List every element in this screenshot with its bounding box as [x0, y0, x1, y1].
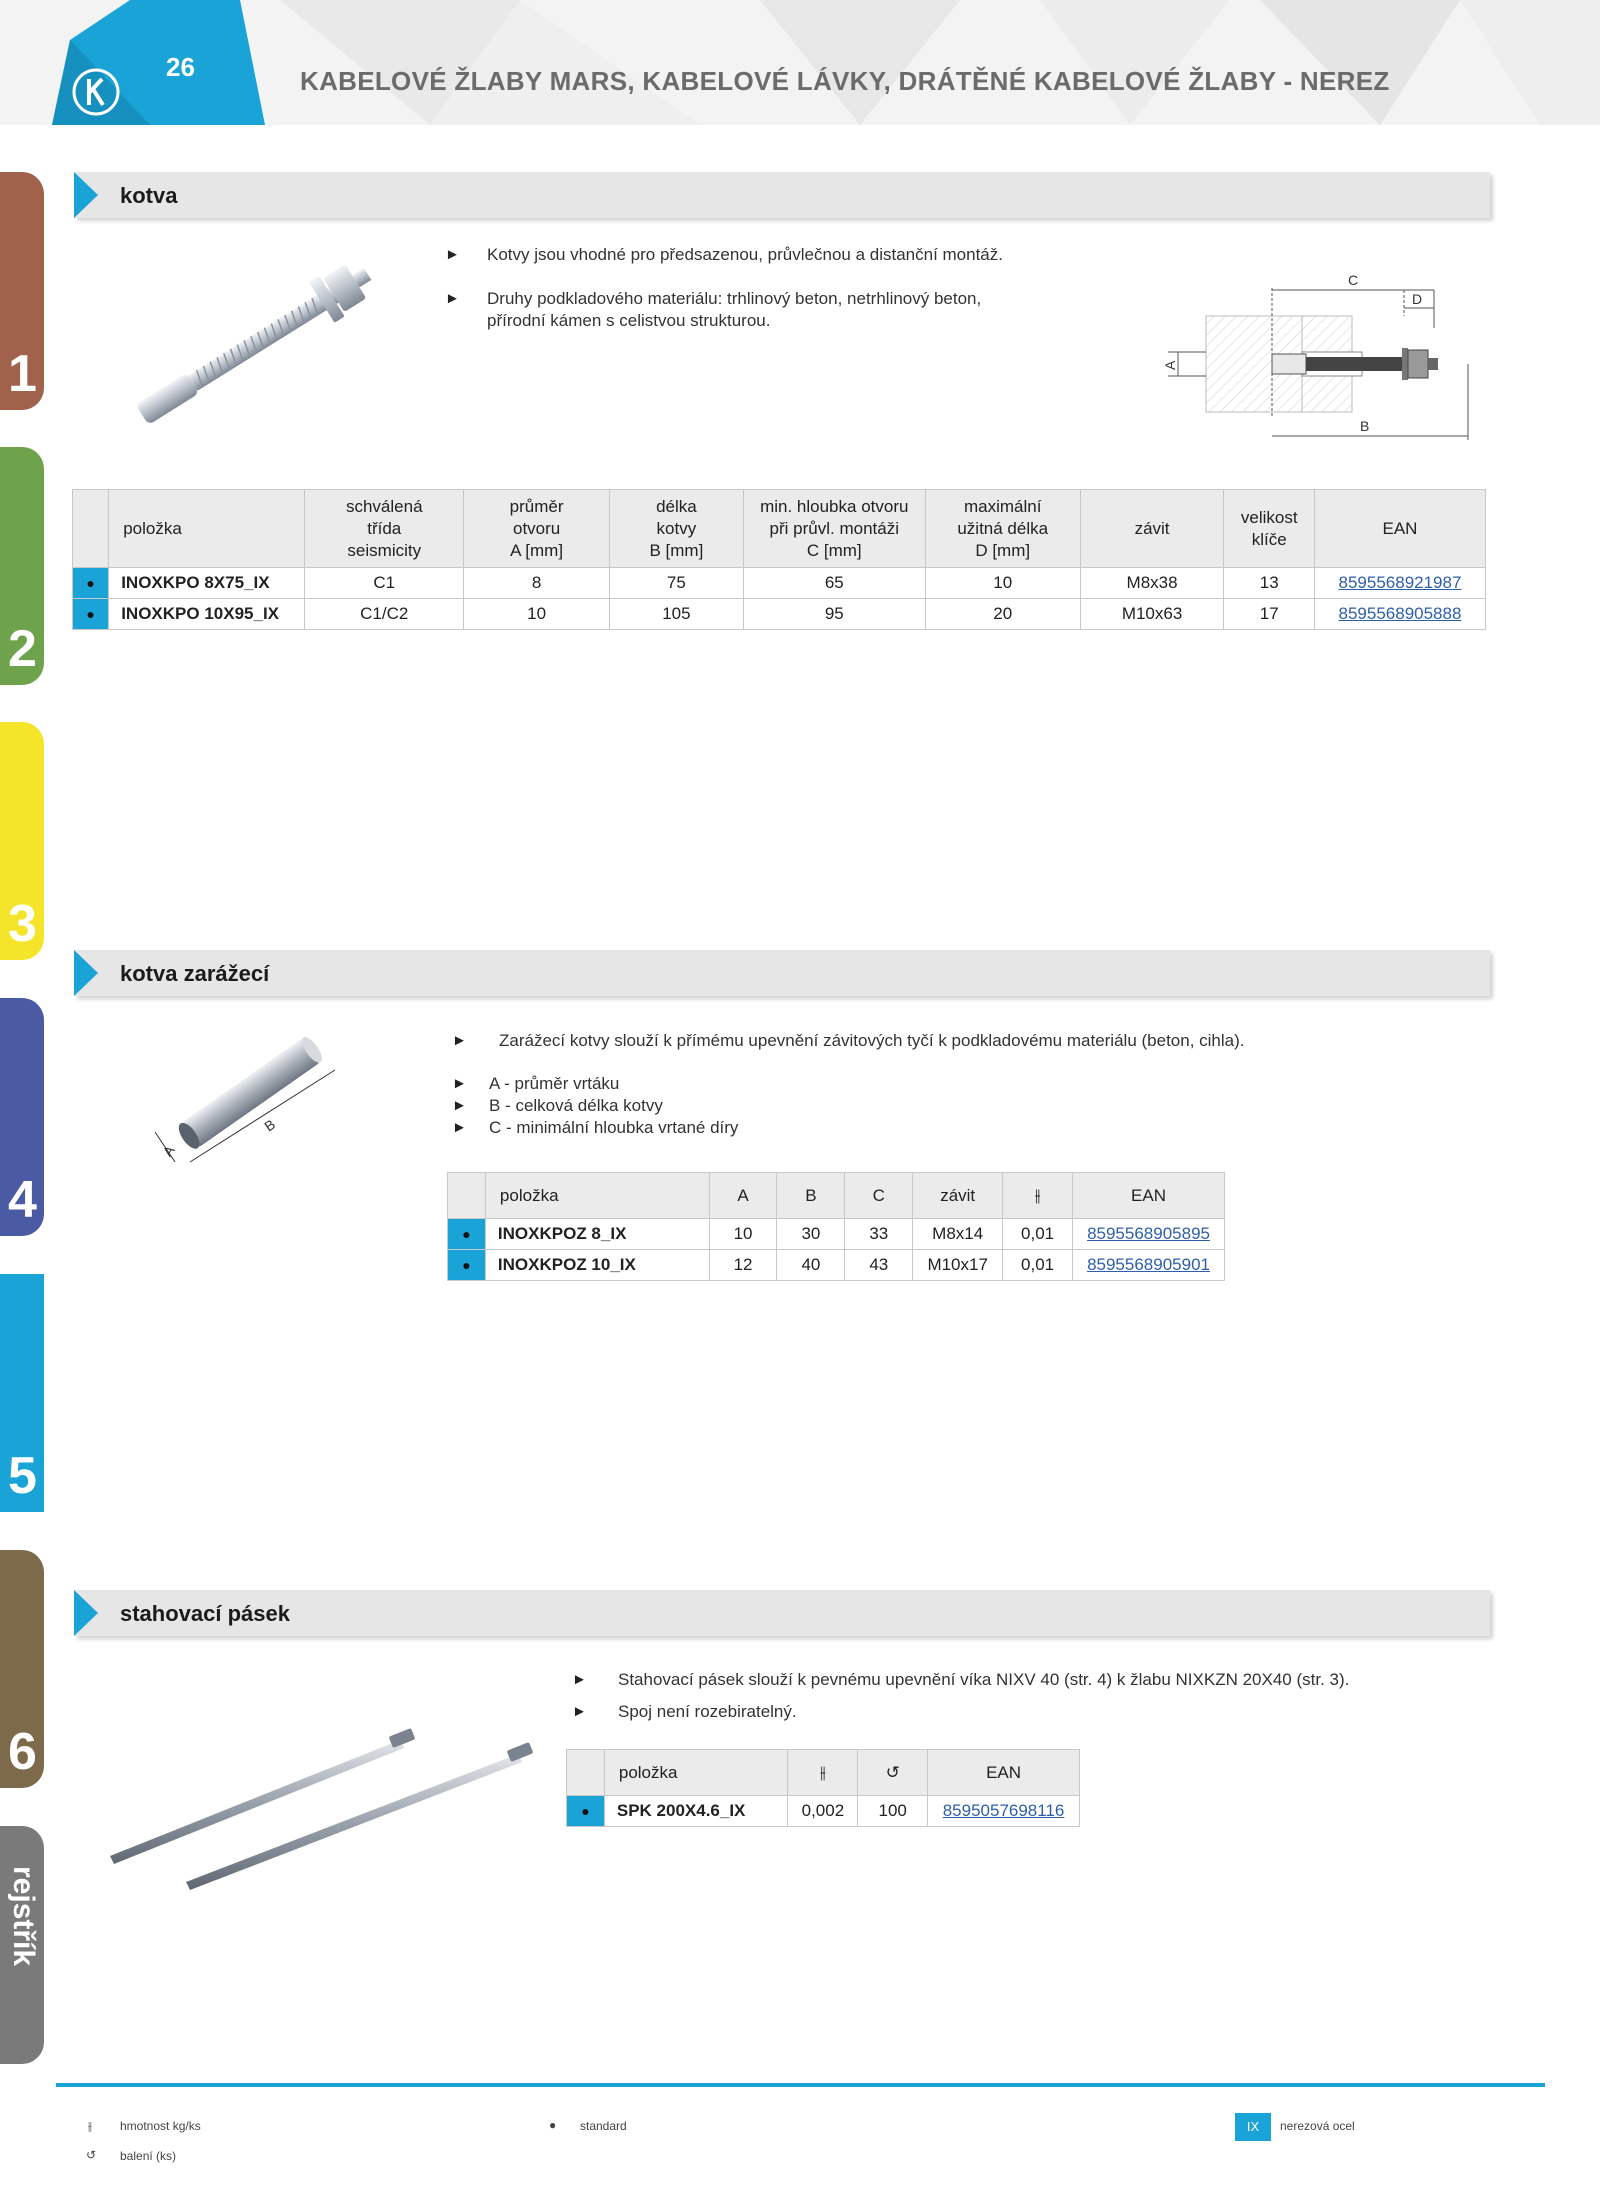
- section-title: kotva zarážecí: [120, 961, 270, 986]
- table-header-cell: min. hloubka otvoru při průvl. montáži C [mm]: [743, 490, 925, 568]
- ean-link[interactable]: 8595568921987: [1314, 568, 1485, 599]
- table-header-cell: velikost klíče: [1224, 490, 1315, 568]
- bullet-text: Zarážecí kotvy slouží k přímému upevnění závitových tyčí k podkladovému materiálu (beton, cihla).: [499, 1031, 1245, 1050]
- dimension-label-d: D: [1412, 291, 1423, 307]
- table-header-cell: schválená třída seismicity: [305, 490, 464, 568]
- table-header-cell: závit: [913, 1173, 1003, 1219]
- bullet-marker-icon: ►: [572, 1703, 587, 1720]
- table-row: [73, 599, 1486, 630]
- legend-standard-icon: ●: [549, 2118, 557, 2132]
- bullet-text: přírodní kámen s celistvou strukturou.: [487, 311, 771, 330]
- table-header-cell: položka: [109, 490, 305, 568]
- side-tab-index[interactable]: [0, 1826, 44, 2064]
- bullet-text: Stahovací pásek slouží k pevnému upevnění víka NIXV 40 (str. 4) k žlabu NIXKZN 20X40 (str. 3).: [618, 1670, 1350, 1689]
- bullet-marker-icon: ►: [445, 246, 460, 263]
- page-number: 26: [166, 52, 195, 82]
- table-cell: 8: [464, 568, 610, 599]
- image-label-a: A: [159, 1142, 178, 1160]
- pack-icon: ↺: [858, 1750, 928, 1796]
- ean-link[interactable]: 8595568905901: [1073, 1250, 1225, 1281]
- table-cell: 40: [777, 1250, 845, 1281]
- drop-in-anchor-product-table: [447, 1172, 1225, 1281]
- weight-icon: ⫲: [1003, 1173, 1073, 1219]
- bullet-marker-icon: ►: [452, 1075, 467, 1092]
- company-logo: [70, 66, 122, 118]
- table-header-cell: A: [709, 1173, 777, 1219]
- table-header-cell: [73, 490, 109, 568]
- table-header-cell: průměr otvoru A [mm]: [464, 490, 610, 568]
- header-background: [0, 0, 1600, 125]
- table-header-cell: položka: [604, 1750, 788, 1796]
- table-cell: 33: [845, 1219, 913, 1250]
- standard-dot-icon: ●: [73, 568, 109, 599]
- dimension-label-a: A: [1162, 360, 1178, 370]
- side-tab-6[interactable]: [0, 1550, 44, 1788]
- table-cell: M8x38: [1080, 568, 1224, 599]
- bullet-marker-icon: ►: [445, 290, 460, 307]
- legend-weight-label: hmotnost kg/ks: [120, 2119, 201, 2133]
- table-header-cell: EAN: [928, 1750, 1080, 1796]
- table-cell: 10: [464, 599, 610, 630]
- side-tab-label: 5: [8, 1447, 37, 1505]
- legend-ix-badge: IX: [1235, 2113, 1271, 2141]
- section-header-drop-in-anchor: [74, 950, 1490, 996]
- table-header-cell: EAN: [1314, 490, 1485, 568]
- section-title: stahovací pásek: [120, 1601, 290, 1626]
- table-header-row: [448, 1173, 1225, 1219]
- table-cell: 43: [845, 1250, 913, 1281]
- cable-tie-product-table: [566, 1749, 1080, 1827]
- side-tab-label: 2: [8, 620, 37, 678]
- table-header-cell: [448, 1173, 486, 1219]
- bullet-text: A - průměr vrtáku: [489, 1074, 620, 1093]
- drop-in-anchor-image: [145, 1022, 355, 1187]
- table-cell: M10x63: [1080, 599, 1224, 630]
- table-header-cell: maximální užitná délka D [mm]: [925, 490, 1080, 568]
- table-cell: C1/C2: [305, 599, 464, 630]
- page-title: KABELOVÉ ŽLABY MARS, KABELOVÉ LÁVKY, DRÁTĚNÉ KABELOVÉ ŽLABY - NEREZ: [300, 66, 1390, 96]
- table-cell: 75: [610, 568, 744, 599]
- side-tab-label: 4: [8, 1171, 37, 1229]
- legend-pack-label: balení (ks): [120, 2149, 177, 2163]
- legend-weight-icon: ⫲: [88, 2119, 92, 2133]
- standard-dot-icon: ●: [567, 1796, 605, 1827]
- weight-icon: ⫲: [788, 1750, 858, 1796]
- table-header-cell: položka: [485, 1173, 709, 1219]
- side-tab-label: 3: [8, 895, 37, 953]
- section-header-cable-tie: [74, 1590, 1490, 1636]
- section-arrow-icon: [74, 950, 98, 996]
- legend-ix-label: nerezová ocel: [1280, 2119, 1355, 2133]
- item-code: INOXKPOZ 10_IX: [485, 1250, 709, 1281]
- table-row: [448, 1219, 1225, 1250]
- item-code: INOXKPOZ 8_IX: [485, 1219, 709, 1250]
- table-cell: 30: [777, 1219, 845, 1250]
- table-header-cell: závit: [1080, 490, 1224, 568]
- bullet-marker-icon: ►: [452, 1119, 467, 1136]
- table-header-cell: C: [845, 1173, 913, 1219]
- bullet-marker-icon: ►: [452, 1032, 467, 1049]
- legend-standard-label: standard: [580, 2119, 627, 2133]
- standard-dot-icon: ●: [73, 599, 109, 630]
- table-row: [567, 1796, 1080, 1827]
- cable-tie-image: [100, 1720, 540, 1900]
- ean-link[interactable]: 8595568905895: [1073, 1219, 1225, 1250]
- section-header-anchor: [74, 172, 1490, 218]
- bullet-marker-icon: ►: [452, 1097, 467, 1114]
- side-tab-label: rejstřík: [7, 1866, 40, 1967]
- table-header-row: [73, 490, 1486, 568]
- table-cell: 13: [1224, 568, 1315, 599]
- standard-dot-icon: ●: [448, 1219, 486, 1250]
- table-cell: 10: [709, 1219, 777, 1250]
- anchor-dimension-diagram: [1160, 268, 1480, 448]
- side-tab-label: 6: [8, 1723, 37, 1781]
- table-cell: 65: [743, 568, 925, 599]
- table-row: [73, 568, 1486, 599]
- side-tab-label: 1: [8, 345, 37, 403]
- bullet-text: Druhy podkladového materiálu: trhlinový beton, netrhlinový beton,: [487, 289, 982, 308]
- table-cell: 0,01: [1003, 1250, 1073, 1281]
- anchor-bolt-image: [100, 238, 430, 438]
- table-header-row: [567, 1750, 1080, 1796]
- anchor-product-table: [72, 489, 1486, 630]
- bullet-marker-icon: ►: [572, 1671, 587, 1688]
- ean-link[interactable]: 8595568905888: [1314, 599, 1485, 630]
- item-code: INOXKPO 8X75_IX: [109, 568, 305, 599]
- bullet-text: Spoj není rozebiratelný.: [618, 1702, 797, 1721]
- table-row: [448, 1250, 1225, 1281]
- table-cell: C1: [305, 568, 464, 599]
- side-tab-1[interactable]: [0, 172, 44, 410]
- bullet-text: C - minimální hloubka vrtané díry: [489, 1118, 739, 1137]
- side-tab-3[interactable]: [0, 722, 44, 960]
- side-tab-2[interactable]: [0, 447, 44, 685]
- table-cell: M8x14: [913, 1219, 1003, 1250]
- table-cell: 10: [925, 568, 1080, 599]
- section-title: kotva: [120, 183, 178, 208]
- item-code: SPK 200X4.6_IX: [604, 1796, 788, 1827]
- side-tab-4[interactable]: [0, 998, 44, 1236]
- table-cell: 95: [743, 599, 925, 630]
- footer-divider: [56, 2083, 1545, 2087]
- bullet-text: Kotvy jsou vhodné pro předsazenou, průvlečnou a distanční montáž.: [487, 245, 1003, 264]
- table-cell: 105: [610, 599, 744, 630]
- table-header-cell: B: [777, 1173, 845, 1219]
- table-cell: 0,002: [788, 1796, 858, 1827]
- standard-dot-icon: ●: [448, 1250, 486, 1281]
- table-header-cell: EAN: [1073, 1173, 1225, 1219]
- legend-pack-icon: ↺: [86, 2148, 97, 2162]
- ean-link[interactable]: 8595057698116: [928, 1796, 1080, 1827]
- table-cell: 100: [858, 1796, 928, 1827]
- section-arrow-icon: [74, 1590, 98, 1636]
- section-arrow-icon: [74, 172, 98, 218]
- table-cell: 0,01: [1003, 1219, 1073, 1250]
- table-cell: M10x17: [913, 1250, 1003, 1281]
- image-label-b: B: [261, 1116, 279, 1135]
- dimension-label-b: B: [1360, 418, 1370, 434]
- side-tab-5[interactable]: [0, 1274, 44, 1512]
- bullet-text: B - celková délka kotvy: [489, 1096, 663, 1115]
- dimension-label-c: C: [1348, 272, 1359, 288]
- table-cell: 12: [709, 1250, 777, 1281]
- table-header-cell: [567, 1750, 605, 1796]
- table-cell: 20: [925, 599, 1080, 630]
- table-cell: 17: [1224, 599, 1315, 630]
- table-header-cell: délka kotvy B [mm]: [610, 490, 744, 568]
- item-code: INOXKPO 10X95_IX: [109, 599, 305, 630]
